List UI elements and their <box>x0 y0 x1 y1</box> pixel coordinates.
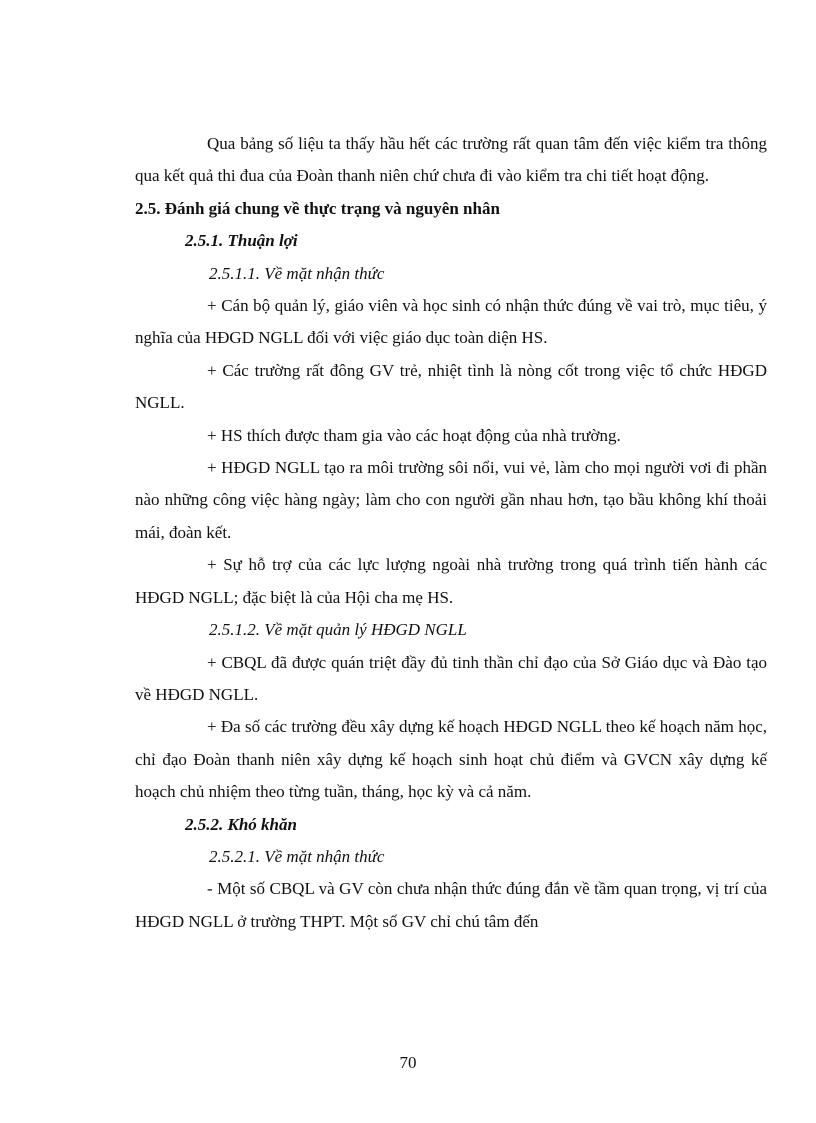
paragraph-intro: Qua bảng số liệu ta thấy hầu hết các trường rất quan tâm đến việc kiểm tra thông qua kết quả thi đua của Đoàn thanh niên chứ chưa đi vào kiểm tra chi tiết hoạt động. <box>135 134 767 186</box>
list-item: + Sự hỗ trợ của các lực lượng ngoài nhà trường trong quá trình tiến hành các HĐGD NGLL; đặc biệt là của Hội cha mẹ HS. <box>135 555 767 607</box>
subheading-awareness-difficulties: 2.5.2.1. Về mặt nhận thức <box>209 846 385 866</box>
list-item: + Cán bộ quản lý, giáo viên và học sinh có nhận thức đúng về vai trò, mục tiêu, ý nghĩa của HĐGD NGLL đối với việc giáo dục toàn diện HS. <box>135 296 767 348</box>
list-item: + HĐGD NGLL tạo ra môi trường sôi nổi, vui vẻ, làm cho mọi người vơi đi phần nào những công việc hàng ngày; làm cho con người gần nhau hơn, tạo bầu không khí thoải mái, đoàn kết. <box>135 458 767 542</box>
list-item: + HS thích được tham gia vào các hoạt động của nhà trường. <box>207 425 621 445</box>
page-number: 70 <box>399 1053 417 1072</box>
page-body <box>135 128 767 938</box>
list-item: - Một số CBQL và GV còn chưa nhận thức đúng đắn về tầm quan trọng, vị trí của HĐGD NGLL ở trường THPT. Một số GV chỉ chú tâm đến <box>135 879 767 931</box>
section-heading: 2.5. Đánh giá chung về thực trạng và nguyên nhân <box>135 198 500 218</box>
subsection-heading-difficulties: 2.5.2. Khó khăn <box>185 814 297 834</box>
list-item: + CBQL đã được quán triệt đầy đủ tinh thần chỉ đạo của Sở Giáo dục và Đào tạo về HĐGD NGLL. <box>135 652 767 704</box>
subsection-heading-advantages: 2.5.1. Thuận lợi <box>185 231 298 251</box>
subheading-awareness: 2.5.1.1. Về mặt nhận thức <box>209 263 385 283</box>
subheading-management: 2.5.1.2. Về mặt quản lý HĐGD NGLL <box>209 620 467 640</box>
list-item: + Các trường rất đông GV trẻ, nhiệt tình là nòng cốt trong việc tổ chức HĐGD NGLL. <box>135 360 767 413</box>
list-item: + Đa số các trường đều xây dựng kế hoạch HĐGD NGLL theo kế hoạch năm học, chỉ đạo Đoàn thanh niên xây dựng kế hoạch sinh hoạt chủ điểm và GVCN xây dựng kế hoạch chủ nhiệm theo từng tuần, tháng, học kỳ và cả năm. <box>135 717 767 802</box>
